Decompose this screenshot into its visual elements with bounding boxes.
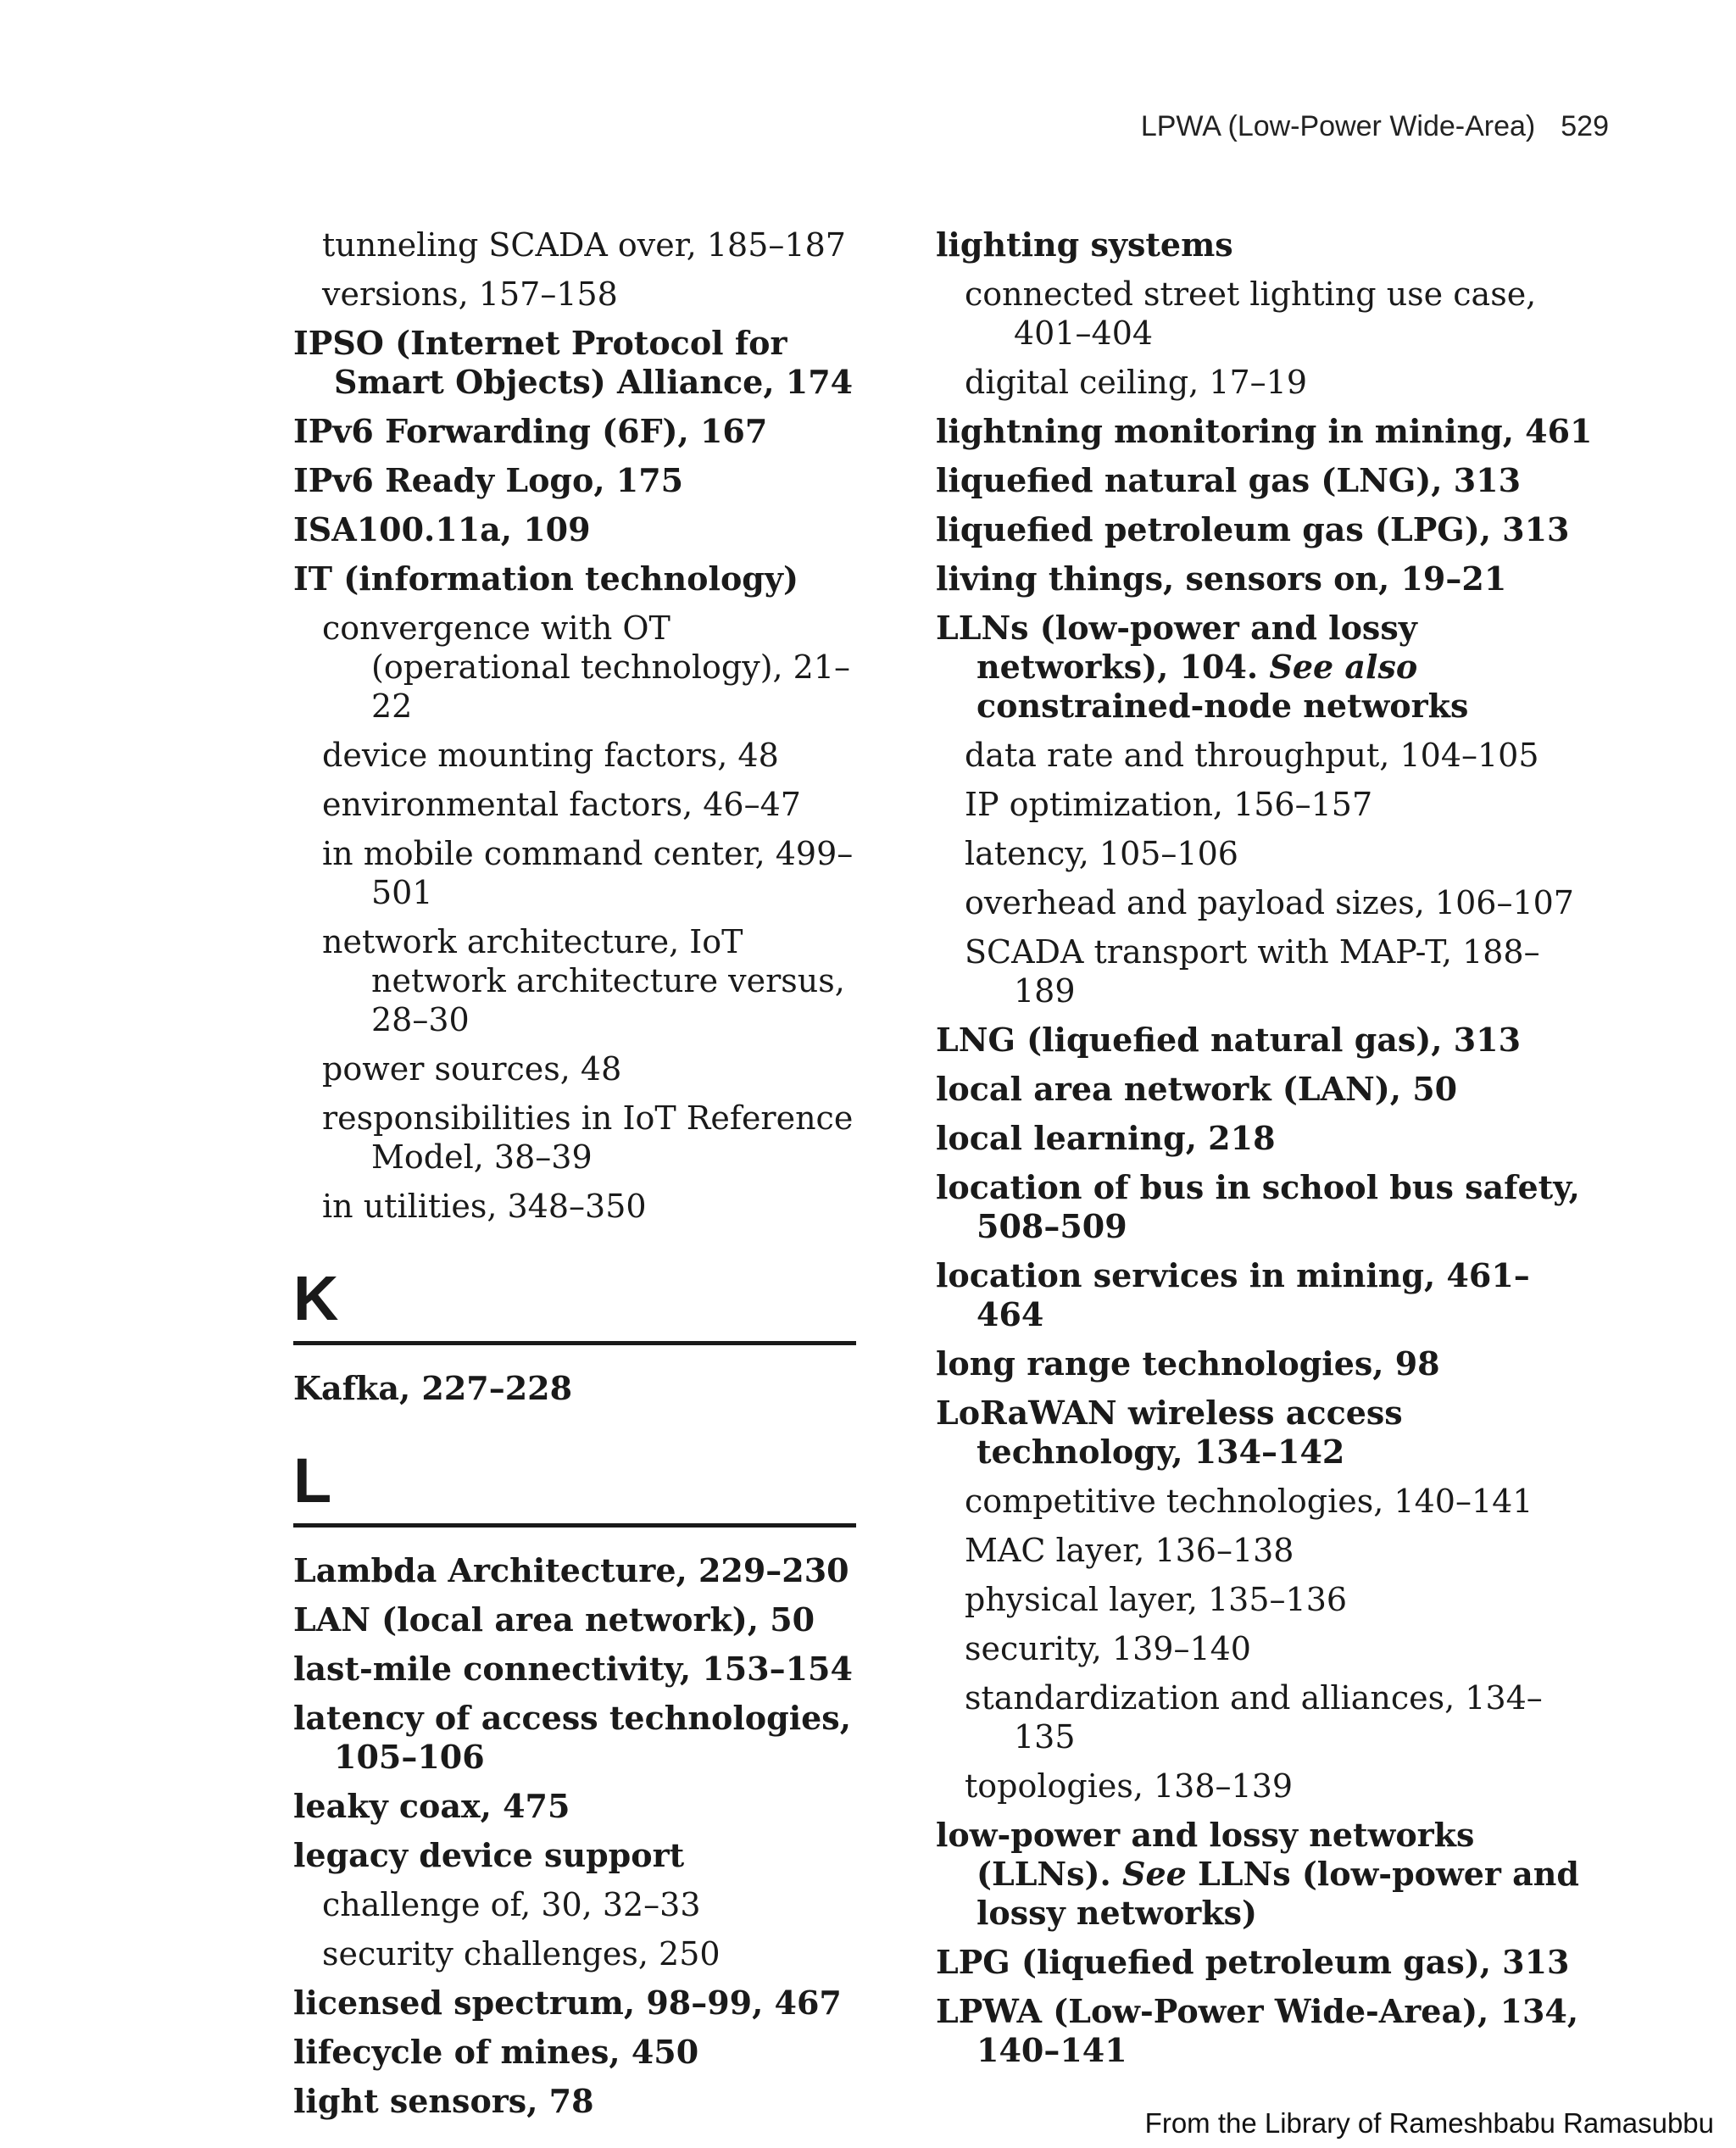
entry-text: device mounting factors, 48 <box>322 737 779 774</box>
index-entry <box>936 1816 1597 1933</box>
entry-text: liquefied natural gas (LNG), 313 <box>936 461 1522 499</box>
index-subentry <box>322 1187 861 1226</box>
index-entry <box>936 1394 1597 1472</box>
index-entry <box>936 225 1597 264</box>
index-entry <box>293 559 861 598</box>
entry-text: latency of access technologies, 105–106 <box>293 1699 851 1776</box>
index-entry <box>293 1787 861 1826</box>
left-top-entries <box>293 225 861 1226</box>
index-subentry <box>965 1629 1597 1668</box>
entry-text: competitive technologies, 140–141 <box>965 1483 1533 1520</box>
entry-text: Kafka, 227–228 <box>293 1369 573 1407</box>
entry-text: physical layer, 135–136 <box>965 1581 1348 1618</box>
entry-text: lighting systems <box>936 225 1233 264</box>
index-subentry <box>965 834 1597 873</box>
index-entry <box>936 1256 1597 1334</box>
entry-text: licensed spectrum, 98–99, 467 <box>293 1984 842 2022</box>
entry-text: MAC layer, 136–138 <box>965 1532 1294 1569</box>
entry-text: in mobile command center, 499–501 <box>322 835 854 911</box>
index-subentry <box>322 1099 861 1177</box>
entry-text: LAN (local area network), 50 <box>293 1600 815 1639</box>
index-entry <box>293 412 861 451</box>
entry-text: light sensors, 78 <box>293 2082 594 2120</box>
index-entry <box>936 609 1597 726</box>
index-subentry <box>322 275 861 314</box>
entry-text: challenge of, 30, 32–33 <box>322 1886 701 1923</box>
index-entry <box>936 461 1597 500</box>
entry-text: environmental factors, 46–47 <box>322 786 801 823</box>
entry-text: connected street lighting use case, 401–404 <box>965 275 1537 352</box>
index-entry <box>936 412 1597 451</box>
entry-text: LPWA (Low-Power Wide-Area), 134, 140–141 <box>936 1992 1579 2069</box>
index-subentry <box>965 883 1597 922</box>
index-subentry <box>965 1678 1597 1756</box>
entry-text: convergence with OT (operational technology), 21–22 <box>322 609 851 725</box>
page-number: 529 <box>1561 110 1609 142</box>
index-subentry <box>322 225 861 264</box>
index-entry <box>936 559 1597 598</box>
entry-text: IPSO (Internet Protocol for Smart Objects) Alliance, 174 <box>293 324 854 401</box>
entry-text: security, 139–140 <box>965 1630 1251 1667</box>
index-entry <box>936 1021 1597 1060</box>
index-entry <box>936 510 1597 549</box>
section-rule-l <box>293 1523 856 1528</box>
entry-text: LPG (liquefied petroleum gas), 313 <box>936 1943 1570 1981</box>
entry-text: topologies, 138–139 <box>965 1767 1294 1805</box>
see-reference: See also <box>1269 648 1418 686</box>
index-subentry <box>965 932 1597 1010</box>
index-entry <box>936 1168 1597 1246</box>
index-entry <box>293 1369 861 1408</box>
index-entry <box>936 1992 1597 2070</box>
running-head <box>1141 110 1609 143</box>
section-heading-l <box>293 1447 861 1528</box>
entry-text: power sources, 48 <box>322 1050 622 1088</box>
index-subentry <box>322 922 861 1039</box>
entry-text: tunneling SCADA over, 185–187 <box>322 226 846 264</box>
index-entry <box>936 1943 1597 1982</box>
library-footer: From the Library of Rameshbabu Ramasubbu <box>1144 2107 1714 2139</box>
entry-text: location services in mining, 461–464 <box>936 1256 1530 1333</box>
index-entry <box>293 2033 861 2072</box>
index-subentry <box>965 1482 1597 1521</box>
index-entry <box>293 1699 861 1777</box>
running-title: LPWA (Low-Power Wide-Area) <box>1140 110 1536 142</box>
section-k-entries <box>293 1369 861 1408</box>
index-entry <box>293 1551 861 1590</box>
entry-text: last-mile connectivity, 153–154 <box>293 1650 853 1688</box>
entry-text: IT (information technology) <box>293 559 798 598</box>
entry-text: lifecycle of mines, 450 <box>293 2033 699 2071</box>
index-subentry <box>322 1049 861 1088</box>
see-target: constrained-node networks <box>976 687 1469 725</box>
index-subentry <box>322 834 861 912</box>
entry-text: ISA100.11a, 109 <box>293 510 591 548</box>
entry-text: low-power and lossy networks (LLNs). <box>936 1816 1475 1893</box>
entry-text: LoRaWAN wireless access technology, 134–142 <box>936 1394 1403 1471</box>
entry-text: overhead and payload sizes, 106–107 <box>965 884 1574 921</box>
entry-text: IPv6 Ready Logo, 175 <box>293 461 684 499</box>
index-entry <box>293 1650 861 1689</box>
entry-text: long range technologies, 98 <box>936 1344 1440 1383</box>
entry-text: leaky coax, 475 <box>293 1787 570 1825</box>
entry-text: security challenges, 250 <box>322 1935 721 1973</box>
index-subentry <box>322 609 861 726</box>
entry-text: location of bus in school bus safety, 508–509 <box>936 1168 1580 1245</box>
index-subentry <box>965 1580 1597 1619</box>
entry-text: legacy device support <box>293 1836 685 1874</box>
index-entry <box>936 1070 1597 1109</box>
index-column-left <box>293 225 861 2131</box>
index-entry <box>936 1119 1597 1158</box>
index-entry <box>293 461 861 500</box>
section-l-entries <box>293 1551 861 2121</box>
entry-text: local area network (LAN), 50 <box>936 1070 1458 1108</box>
entry-text: network architecture, IoT network architecture versus, 28–30 <box>322 923 845 1038</box>
entry-text: Lambda Architecture, 229–230 <box>293 1551 849 1589</box>
entry-text: lightning monitoring in mining, 461 <box>936 412 1593 450</box>
index-entry <box>293 1600 861 1639</box>
index-subentry <box>965 785 1597 824</box>
entry-text: versions, 157–158 <box>322 275 618 313</box>
index-entry <box>293 2082 861 2121</box>
index-entry <box>293 324 861 402</box>
entry-text: latency, 105–106 <box>965 835 1238 872</box>
index-subentry <box>965 363 1597 402</box>
entry-text: liquefied petroleum gas (LPG), 313 <box>936 510 1570 548</box>
entry-text: local learning, 218 <box>936 1119 1276 1157</box>
entry-text: LLNs (low-power and lossy networks), 104. <box>936 609 1417 686</box>
index-subentry <box>965 1531 1597 1570</box>
section-heading-k <box>293 1265 861 1345</box>
index-column-right <box>936 225 1597 2080</box>
entry-text: IP optimization, 156–157 <box>965 786 1373 823</box>
index-subentry <box>322 1885 861 1924</box>
entry-text: standardization and alliances, 134–135 <box>965 1679 1543 1756</box>
entry-text: SCADA transport with MAP-T, 188–189 <box>965 933 1540 1010</box>
entry-text: digital ceiling, 17–19 <box>965 364 1308 401</box>
see-reference: See <box>1122 1855 1187 1893</box>
entry-text: data rate and throughput, 104–105 <box>965 737 1539 774</box>
index-subentry <box>322 736 861 775</box>
index-subentry <box>965 736 1597 775</box>
section-letter-l: L <box>293 1445 332 1516</box>
index-entry <box>293 1984 861 2023</box>
index-subentry <box>322 785 861 824</box>
entry-text: IPv6 Forwarding (6F), 167 <box>293 412 768 450</box>
index-entry <box>293 1836 861 1875</box>
index-entry <box>293 510 861 549</box>
entry-text: living things, sensors on, 19–21 <box>936 559 1507 598</box>
entry-text: LNG (liquefied natural gas), 313 <box>936 1021 1522 1059</box>
index-subentry <box>322 1934 861 1973</box>
index-subentry <box>965 275 1597 353</box>
right-entries <box>936 225 1597 2070</box>
index-subentry <box>965 1767 1597 1806</box>
entry-text: in utilities, 348–350 <box>322 1188 647 1225</box>
section-rule-k <box>293 1341 856 1345</box>
section-letter-k: K <box>293 1263 339 1333</box>
index-entry <box>936 1344 1597 1383</box>
see-target: LLNs (low-power and lossy networks) <box>976 1855 1579 1932</box>
entry-text: responsibilities in IoT Reference Model, 38–39 <box>322 1099 854 1176</box>
